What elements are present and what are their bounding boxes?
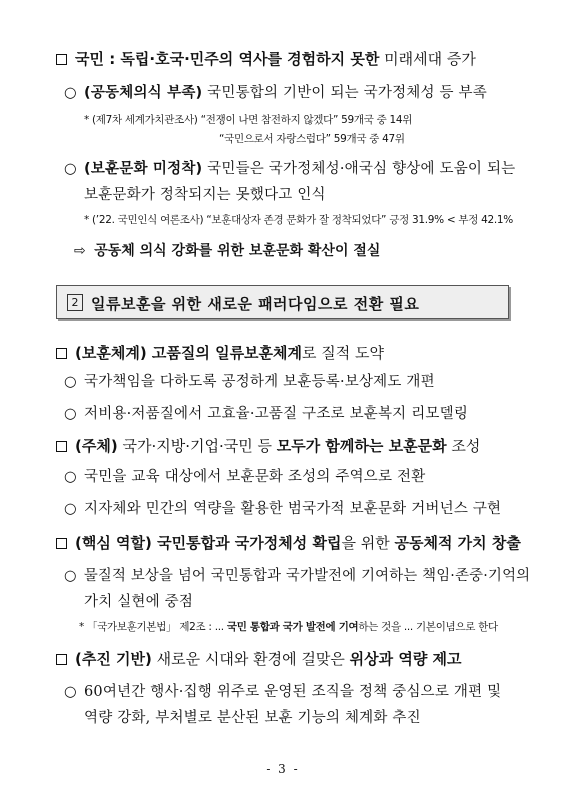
checkbox-square-icon <box>56 348 67 359</box>
heading-foundation: (추진 기반) 새로운 시대와 환경에 걸맞은 위상과 역량 제고 <box>56 648 462 669</box>
list-item: ○ 지자체와 민간의 역량을 활용한 범국가적 보훈문화 거버넌스 구현 <box>64 501 502 517</box>
circle-bullet-icon: ○ <box>64 161 77 177</box>
heading-system: (보훈체계) 고품질의 일류보훈체계로 질적 도약 <box>56 342 384 363</box>
bullet-community-spirit: ○ (공동체의식 부족) 국민통합의 기반이 되는 국가정체성 등 부족 <box>64 85 487 101</box>
note-public-opinion-survey: * (’22. 국민인식 여론조사) “보훈대상자 존경 문화가 잘 정착되었다” 긍정 31.9% < 부정 42.1% <box>84 214 513 226</box>
conclusion-line: ⇨ 공동체 의식 강화를 위한 보훈문화 확산이 절실 <box>74 243 381 259</box>
heading-subject: (주체) 국가·지방·기업·국민 등 모두가 함께하는 보훈문화 조성 <box>56 435 480 456</box>
section-header <box>56 285 509 319</box>
note-world-values-survey: * (제7차 세계가치관조사) “전쟁이 나면 참전하지 않겠다” 59개국 중 14위 <box>84 114 413 126</box>
section-number: 2 <box>67 294 83 311</box>
checkbox-square-icon <box>56 54 67 65</box>
section-title: 일류보훈을 위한 새로운 패러다임으로 전환 필요 <box>91 295 420 313</box>
note-world-values-survey-2: “국민으로서 자랑스럽다” 59개국 중 47위 <box>219 133 405 145</box>
list-item-continuation: 가치 실현에 중점 <box>84 594 194 610</box>
circle-bullet-icon: ○ <box>64 469 77 485</box>
heading-core-role: (핵심 역할) 국민통합과 국가정체성 확립을 위한 공동체적 가치 창출 <box>56 532 521 553</box>
circle-bullet-icon: ○ <box>64 684 77 700</box>
note-basic-act: * 「국가보훈기본법」 제2조 : ... 국민 통합과 국가 발전에 기여하는 것을 ... 기본이념으로 한다 <box>79 621 498 633</box>
list-item-continuation: 역량 강화, 부처별로 분산된 보훈 기능의 체계화 추진 <box>84 710 421 726</box>
checkbox-square-icon <box>56 654 67 665</box>
circle-bullet-icon: ○ <box>64 374 77 390</box>
checkbox-square-icon <box>56 538 67 549</box>
bullet-commemoration-culture: ○ (보훈문화 미정착) 국민들은 국가정체성·애국심 향상에 도움이 되는 <box>64 161 516 177</box>
list-item: ○ 물질적 보상을 넘어 국민통합과 국가발전에 기여하는 책임·존중·기억의 <box>64 568 531 584</box>
page-number: - 3 - <box>266 762 300 776</box>
circle-bullet-icon: ○ <box>64 85 77 101</box>
right-arrow-icon: ⇨ <box>74 243 86 259</box>
checkbox-square-icon <box>56 441 67 452</box>
circle-bullet-icon: ○ <box>64 568 77 584</box>
list-item: ○ 60여년간 행사·집행 위주로 운영된 조직을 정책 중심으로 개편 및 <box>64 684 502 700</box>
circle-bullet-icon: ○ <box>64 501 77 517</box>
heading-future-generation: 국민 : 독립·호국·민주의 역사를 경험하지 못한 미래세대 증가 <box>56 48 476 69</box>
list-item: ○ 저비용·저품질에서 고효율·고품질 구조로 보훈복지 리모델링 <box>64 406 469 422</box>
list-item: ○ 국가책임을 다하도록 공정하게 보훈등록·보상제도 개편 <box>64 374 435 390</box>
bullet-continuation: 보훈문화가 정착되지는 못했다고 인식 <box>84 187 326 203</box>
circle-bullet-icon: ○ <box>64 406 77 422</box>
list-item: ○ 국민을 교육 대상에서 보훈문화 조성의 주역으로 전환 <box>64 469 426 485</box>
